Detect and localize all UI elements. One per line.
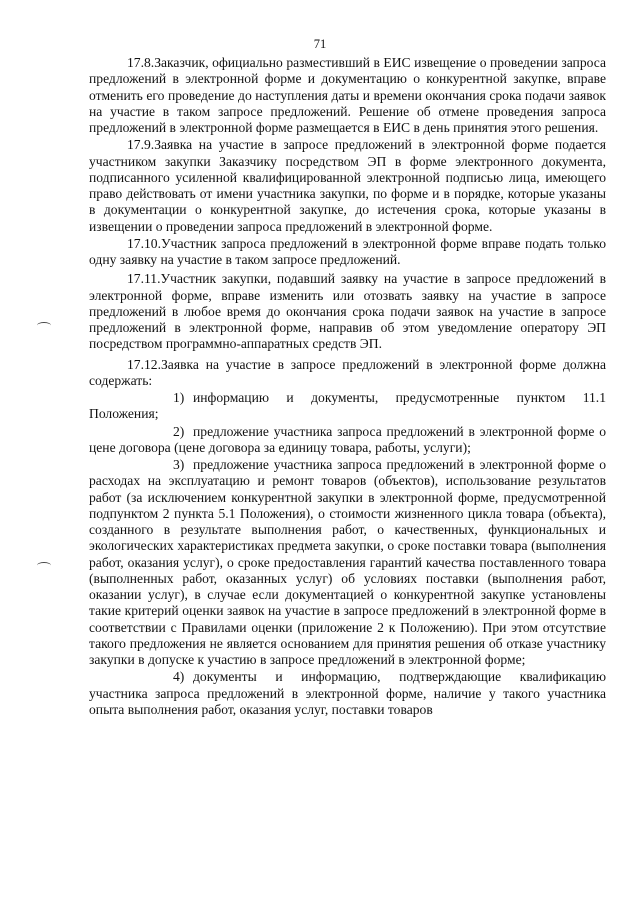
- list-item-number: 2): [173, 423, 185, 439]
- list-item-number: 1): [173, 390, 185, 405]
- paragraph-17-9: 17.9.Заявка на участие в запросе предложений в электронной форме подается участником закупки Заказчику посредством ЭП в форме электронного документа, подписанного усиленной квалифицированной электронной подписью лица, имеющего право действовать от имени участника закупки, по форме и в порядке, которые указаны в документации о конкурентной закупке, до истечения срока, которые указаны в извещении о проведении запроса предложений в электронной форме.: [89, 137, 606, 234]
- list-item-text: информацию и документы, предусмотренные пунктом 11.1 Положения;: [89, 390, 606, 422]
- margin-mark-icon: [37, 322, 51, 329]
- list-item-text: предложение участника запроса предложений в электронной форме о расходах на эксплуатацию и ремонт товаров (объектов), использование результатов работ (за исключением конкурентной закупки в электронной форме, предусмотренной подпунктом 2 пункта 5.1 Положения), о стоимости жизненного цикла товара (объекта), созданного в результате выполнения работ, о качественных, функциональных и экологических характеристиках предмета закупки, о сроке поставки товара (выполнения работ, оказания услуг), о сроке предоставления гарантий качества поставленного товара (выполненных работ, оказанных услуг) об условиях поставки (выполнения работ, оказании услуг), в случае если документацией о конкурентной закупке установлены такие критерий оценки заявок на участие в запросе предложений в электронной форме в соответствии с Правилами оценки (приложение 2 к Положению). При этом отсутствие такого предложения не является основанием для принятия решения об отказе участнику закупки в допуске к участию в запросе предложений в электронной форме;: [89, 457, 606, 667]
- paragraph-17-12: 17.12.Заявка на участие в запросе предложений в электронной форме должна содержать:: [89, 356, 606, 388]
- page-number: 71: [313, 37, 327, 51]
- paragraph-17-10: 17.10.Участник запроса предложений в электронной форме вправе подать только одну заявку на участие в таком запросе предложений.: [89, 235, 606, 267]
- document-body: [89, 55, 606, 719]
- list-item-text: документы и информацию, подтверждающие квалификацию участника запроса предложений в электронной форме, наличие у такого участника опыта выполнения работ, оказания услуг, поставки товаров: [89, 669, 606, 717]
- list-item-3: [89, 457, 606, 668]
- paragraph-17-11: 17.11.Участник закупки, подавший заявку на участие в запросе предложений в электронной форме, вправе изменить или отозвать заявку на участие в запросе предложений в любое время до окончания срока подачи заявок на участие в запросе предложений в электронной форме, направив об этом уведомление оператору ЭП посредством программно-аппаратных средств ЭП.: [89, 271, 606, 352]
- paragraph-17-8: 17.8.Заказчик, официально разместивший в ЕИС извещение о проведении запроса предложений в электронной форме и документацию о конкурентной закупке, вправе отменить его проведение до наступления даты и времени окончания срока подачи заявок на участие в таком запросе предложений. Решение об отмене проведения запроса предложений в электронной форме размещается в ЕИС в день принятия этого решения.: [89, 55, 606, 135]
- margin-mark-icon: [37, 562, 51, 569]
- list-item-number: 4): [173, 669, 185, 685]
- list-item-1: [89, 390, 606, 423]
- list-item-text: предложение участника запроса предложений в электронной форме о цене договора (цене договора за единицу товара, работы, услуги);: [89, 423, 606, 455]
- list-item-2: [89, 424, 606, 457]
- list-item-4: [89, 669, 606, 718]
- list-item-number: 3): [173, 457, 185, 472]
